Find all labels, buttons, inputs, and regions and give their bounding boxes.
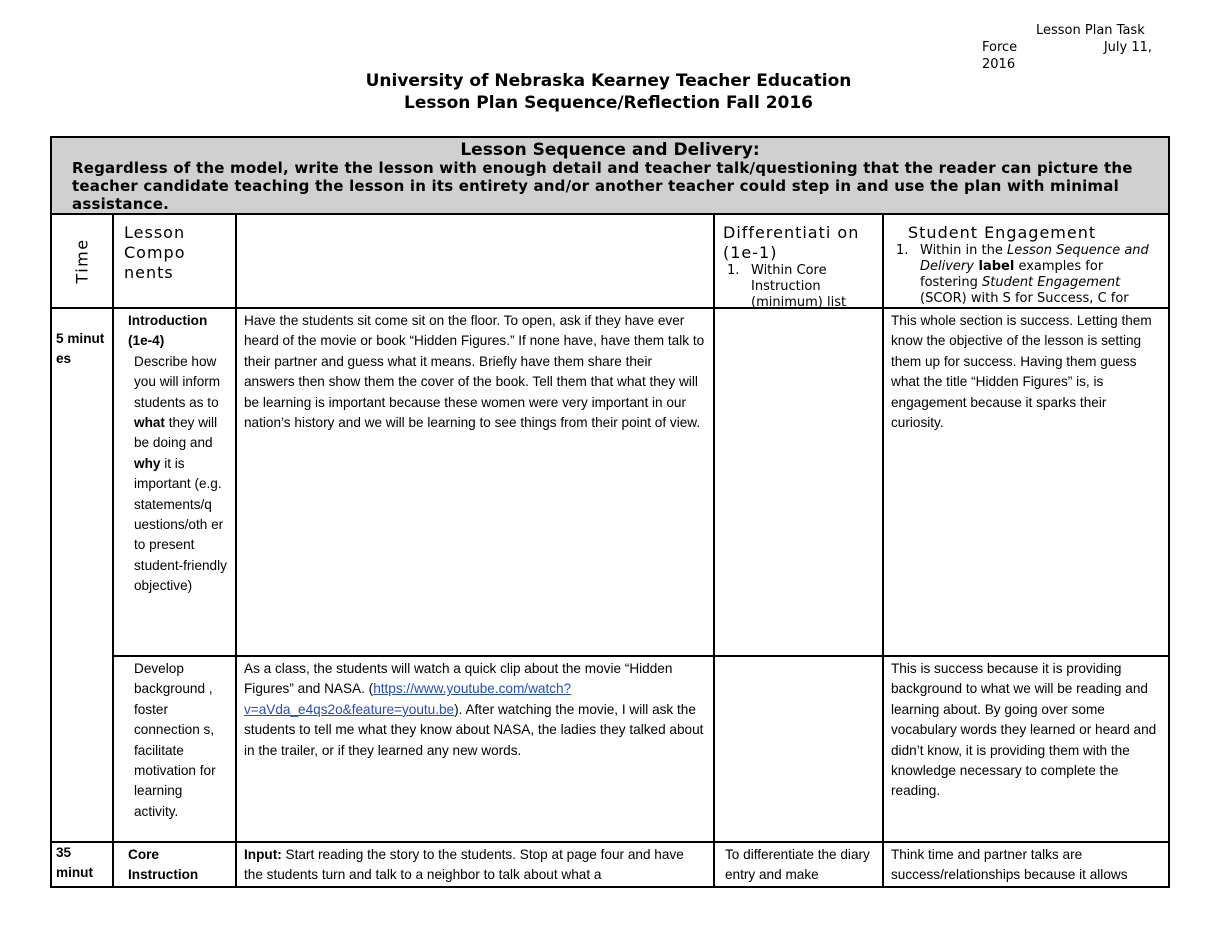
description-text: Have the students sit come sit on the floor. To open, ask if they have ever heard of the movie or book “Hidden Figures.” If none have, have them talk to their partner and guess what it means. Briefly have them share their answers then show them the cover of the book. Tell them that what they will be learning is important because these women were very important in our nation’s history and we will be learning to see things from their point of view.	[244, 313, 705, 431]
description-header	[236, 214, 714, 308]
row-description-cell	[236, 308, 714, 656]
component-title: Core Instruction	[128, 847, 199, 883]
engagement-text: This whole section is success. Letting them know the objective of the lesson is setting them up for success. Having them guess what the title “Hidden Figures” is, is engagement because it sparks their curiosity.	[891, 313, 1152, 431]
differentiation-header-label: Differentiati on (1e-1)	[723, 223, 860, 262]
diff-list-item: Within Core Instruction (minimum) list	[751, 263, 847, 310]
header-year: 2016	[982, 57, 1016, 72]
banner	[51, 137, 1169, 214]
row-description-cell	[236, 656, 714, 842]
eng-list-item: Within in the Lesson Sequence and Delivery label examples for fostering Student Engagement (SCOR) with S for Success, C for	[920, 243, 1149, 306]
time-header-label: Time	[72, 238, 92, 284]
row-engagement-cell	[883, 308, 1169, 656]
description-text: As a class, the students will watch a quick clip about the movie “Hidden Figures” and NASA. (https://www.youtube.com/watch?v=aVda_e4qs2o&feature=youtu.be). After watching the movie, I will ask the students to tell me what they know about NASA, the ladies they talked about in the trailer, or if they learned any new words.	[244, 661, 704, 758]
engagement-text: This is success because it is providing background to what we will be reading and learning about. By going over some vocabulary words they learned or heard and didn’t know, it is providing them with the knowledge necessary to complete the reading.	[891, 661, 1157, 799]
row-component-cell	[113, 842, 236, 887]
youtube-link[interactable]: https://www.youtube.com/watch?v=aVda_e4qs2o&feature=youtu.be	[244, 681, 572, 717]
lesson-table	[50, 136, 1170, 888]
component-text: Describe how you will inform students as to what they will be doing and why it is important (e.g. statements/q uestions/oth er to present student-friendly objective)	[134, 353, 227, 594]
row-time-cell-cont	[51, 656, 113, 842]
differentiation-header	[714, 214, 883, 308]
row-engagement-cell	[883, 656, 1169, 842]
diff-list-number: 1.	[727, 263, 740, 278]
row-component-cell	[113, 656, 236, 842]
differentiation-text: To differentiate the diary entry and make	[725, 847, 870, 883]
row-time: 5 minut es	[56, 331, 105, 367]
row-time-cell	[51, 308, 113, 656]
description-text: Input: Start reading the story to the students. Stop at page four and have the students turn and talk to a neighbor to talk about what a	[244, 847, 684, 883]
header-doc-label-cont: Force	[982, 40, 1018, 55]
row-description-cell	[236, 842, 714, 887]
row-differentiation-cell	[714, 842, 883, 887]
component-text: Develop background , foster connection s, facilitate motivation for learning activity.	[134, 661, 216, 819]
engagement-text: Think time and partner talks are success/relationships because it allows	[891, 847, 1128, 883]
header-date: July 11,	[1103, 40, 1152, 55]
banner-heading: Lesson Sequence and Delivery:	[460, 140, 760, 160]
page-title	[0, 70, 1217, 114]
row-engagement-cell	[883, 842, 1169, 887]
row-differentiation-cell	[714, 308, 883, 656]
banner-text: Regardless of the model, write the lesson with enough detail and teacher talk/questioning that the reader can picture the teacher candidate teaching the lesson in its entirety and/or another teacher could step in and use the plan with minimal assistance.	[72, 159, 1133, 213]
title-line-2: Lesson Plan Sequence/Reflection Fall 2016	[403, 93, 814, 113]
row-component-cell	[113, 308, 236, 656]
engagement-header	[883, 214, 1169, 308]
row-differentiation-cell	[714, 656, 883, 842]
time-header	[51, 214, 113, 308]
title-line-1: University of Nebraska Kearney Teacher Education	[365, 71, 852, 91]
row-time-cell	[51, 842, 113, 887]
header-right-block	[982, 22, 1152, 73]
components-header-label: Lesson Compo nents	[124, 223, 186, 282]
components-header	[113, 214, 236, 308]
eng-list-number: 1.	[896, 243, 909, 258]
component-title: Introduction (1e-4)	[128, 313, 208, 349]
row-time: 35 minut	[56, 845, 93, 881]
header-doc-label: Lesson Plan Task	[1036, 23, 1145, 38]
engagement-header-label: Student Engagement	[908, 223, 1097, 242]
